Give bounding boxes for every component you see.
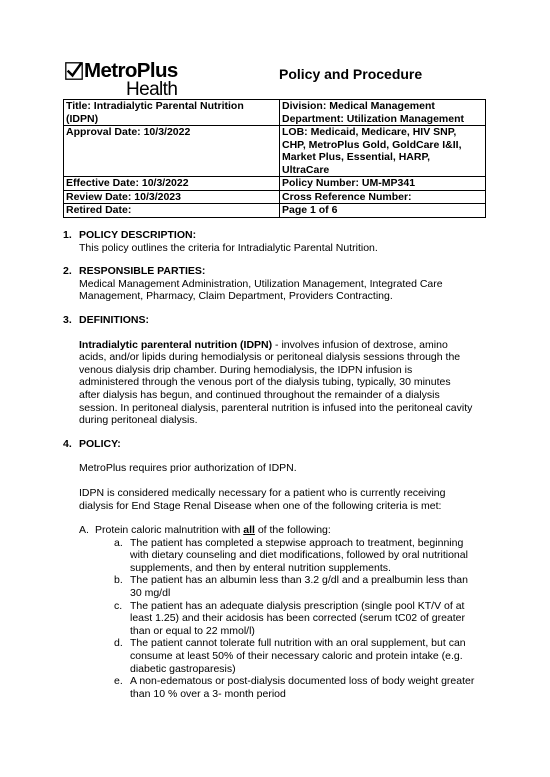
- item-line: The patient has completed a stepwise approach to treatment, beginning: [130, 536, 464, 549]
- item-line: A non-edematous or post-dialysis documented loss of body weight greater: [130, 675, 475, 688]
- section-heading: DEFINITIONS:: [79, 313, 149, 326]
- item-number: e.: [114, 675, 123, 688]
- item-number: a.: [114, 536, 123, 549]
- definition-line: session. In peritoneal dialysis, parenteral nutrition is infused into the peritoneal cavity: [79, 401, 473, 414]
- section-text-line: Medical Management Administration, Utilization Management, Integrated Care: [79, 277, 443, 290]
- policy-info-table: [63, 99, 486, 218]
- definition-line: administered through the venous port of the dialysis tubing, typically, 30 minutes: [79, 376, 451, 389]
- table-row: [64, 126, 486, 177]
- section-policy: [63, 438, 489, 701]
- item-number: c.: [114, 599, 123, 612]
- policy-number-cell: Policy Number: UM-MP341: [280, 177, 486, 191]
- table-row: [64, 100, 486, 126]
- title-line: (IDPN): [66, 112, 99, 125]
- list-item: [79, 600, 489, 638]
- lob-line: CHP, MetroPlus Gold, GoldCare I&II,: [282, 138, 462, 151]
- section-number: 3.: [63, 313, 72, 326]
- criterion-text-pre: Protein caloric malnutrition with: [95, 524, 244, 537]
- policy-body: [63, 229, 489, 700]
- lob-cell: [280, 126, 486, 177]
- section-text-line: Management, Pharmacy, Claim Department, Providers Contracting.: [79, 290, 393, 303]
- metroplus-logo: [65, 58, 195, 102]
- item-line: than 10 % over a 3- month period: [130, 687, 286, 700]
- division-text: Division: Medical Management: [282, 100, 435, 112]
- criterion-emphasis: all: [243, 524, 255, 537]
- section-text: This policy outlines the criteria for Intradialytic Parental Nutrition.: [79, 241, 378, 254]
- section-number: 4.: [63, 437, 72, 450]
- division-cell: [280, 100, 486, 126]
- criterion-text-post: of the following:: [254, 524, 331, 537]
- section-policy-description: [63, 229, 489, 254]
- lob-line: UltraCare: [282, 163, 330, 176]
- document-heading: Policy and Procedure: [279, 66, 423, 82]
- policy-paragraph: MetroPlus requires prior authorization of IDPN.: [79, 462, 297, 475]
- criterion-a: [79, 524, 489, 537]
- criteria-list: [79, 537, 489, 701]
- definition-line: acids, and/or lipids during hemodialysis or peritoneal dialysis sessions through the: [79, 351, 461, 364]
- item-line: supplements, and then by enteral nutrition supplements.: [130, 561, 391, 574]
- criterion-text: [95, 524, 489, 537]
- definition-text: - involves infusion of dextrose, amino: [272, 338, 448, 351]
- title-cell: [64, 100, 280, 126]
- definition-line: after dialysis has begun, and continued throughout the remainder of a dialysis: [79, 388, 440, 401]
- definition-line: venous dialysis drip chamber. During hemodialysis, the IDPN infusion is: [79, 363, 413, 376]
- logo-health-text: Health: [126, 79, 178, 100]
- policy-paragraph-line: IDPN is considered medically necessary for a patient who is currently receiving: [79, 486, 446, 499]
- table-row: [64, 190, 486, 204]
- definition-term: Intradialytic parenteral nutrition (IDPN): [79, 338, 273, 351]
- item-line: The patient has an albumin less than 3.2 g/dl and a prealbumin less than: [130, 574, 468, 587]
- approval-date-cell: Approval Date: 10/3/2022: [64, 126, 280, 177]
- policy-paragraph-line: dialysis for End Stage Renal Disease when one of the following criteria is met:: [79, 499, 442, 512]
- item-line: with dietary counseling and diet modifications, followed by oral nutritional: [130, 549, 468, 562]
- logo-brand-text: MetroPlus: [84, 59, 178, 82]
- cross-reference-cell: Cross Reference Number:: [280, 190, 486, 204]
- item-line: least 1.25) and their acidosis has been corrected (serum tC02 of greater: [130, 612, 466, 625]
- definition-first-line: [79, 339, 489, 352]
- lob-line: LOB: Medicaid, Medicare, HIV SNP,: [282, 126, 457, 138]
- item-number: d.: [114, 637, 123, 650]
- table-row: [64, 177, 486, 191]
- item-line: The patient cannot tolerate full nutrition with an oral supplement, but can: [130, 637, 466, 650]
- item-number: b.: [114, 574, 123, 587]
- item-line: consume at least 50% of their necessary caloric and protein intake (e.g.: [130, 650, 463, 663]
- section-definitions: [63, 314, 489, 427]
- section-heading: POLICY DESCRIPTION:: [79, 229, 197, 241]
- item-line: than or equal to 22 mmol/l): [130, 624, 255, 637]
- list-item: [79, 537, 489, 575]
- item-line: The patient has an adequate dialysis prescription (single pool KT/V of at: [130, 599, 465, 612]
- criterion-number: A.: [79, 524, 89, 537]
- table-row: [64, 204, 486, 218]
- item-line: 30 mg/dl: [130, 587, 171, 600]
- section-number: 1.: [63, 229, 72, 241]
- section-number: 2.: [63, 265, 72, 278]
- section-heading: POLICY:: [79, 437, 121, 450]
- section-heading: RESPONSIBLE PARTIES:: [79, 265, 206, 278]
- item-line: diabetic gastroparesis): [130, 662, 236, 675]
- effective-date-cell: Effective Date: 10/3/2022: [64, 177, 280, 191]
- list-item: [79, 574, 489, 599]
- list-item: [79, 675, 489, 700]
- page-number-cell: Page 1 of 6: [280, 204, 486, 218]
- list-item: [79, 637, 489, 675]
- retired-date-cell: Retired Date:: [64, 204, 280, 218]
- title-line: Title: Intradialytic Parental Nutrition: [66, 100, 244, 112]
- definition-line: during peritoneal dialysis.: [79, 414, 198, 427]
- review-date-cell: Review Date: 10/3/2023: [64, 190, 280, 204]
- lob-line: Market Plus, Essential, HARP,: [282, 151, 431, 163]
- department-text: Department: Utilization Management: [282, 112, 465, 125]
- checkmark-icon: [65, 62, 83, 80]
- section-responsible-parties: [63, 265, 489, 303]
